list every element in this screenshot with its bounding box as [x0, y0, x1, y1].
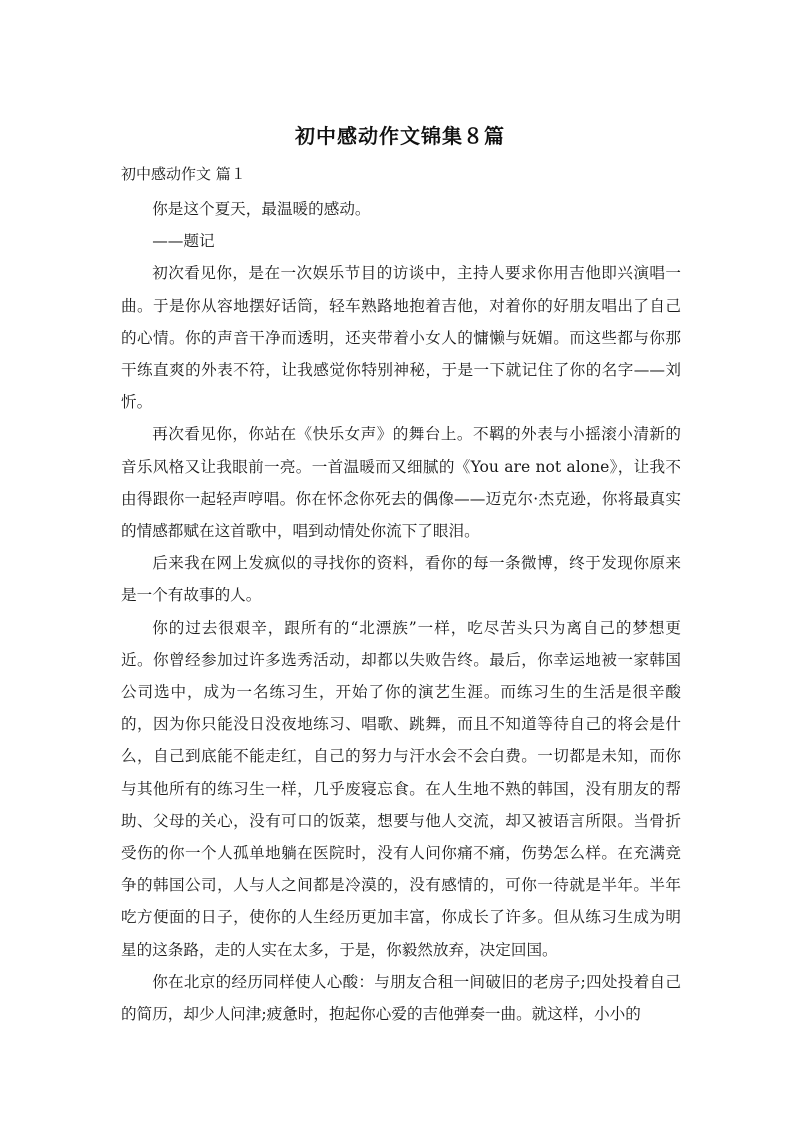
- paragraph: 再次看见你，你站在《快乐女声》的舞台上。不羁的外表与小摇滚小清新的音乐风格又让我眼前一亮。一首温暖而又细腻的《You are not alone》，让我不由得跟你一起轻声哼唱。你在怀念你死去的偶像——迈克尔·杰克逊，你将最真实的情感都赋在这首歌中，唱到动情处你流下了眼泪。: [121, 425, 681, 541]
- document-title: 初中感动作文锦集８篇: [295, 124, 505, 148]
- paragraph: 你的过去很艰辛，跟所有的“北漂族”一样，吃尽苦头只为离自己的梦想更近。你曾经参加过许多选秀活动，却都以失败告终。最后，你幸运地被一家韩国公司选中，成为一名练习生，开始了你的演艺生涯。而练习生的生活是很辛酸的，因为你只能没日没夜地练习、唱歌、跳舞，而且不知道等待自己的将会是什么，自己到底能不能走红，自己的努力与汗水会不会白费。一切都是未知，而你与其他所有的练习生一样，几乎废寝忘食。在人生地不熟的韩国，没有朋友的帮助、父母的关心，没有可口的饭菜，想要与他人交流，却又被语言所限。当骨折受伤的你一个人孤单地躺在医院时，没有人问你痛不痛，伤势怎么样。在充满竞争的韩国公司，人与人之间都是冷漠的，没有感情的，可你一待就是半年。半年吃方便面的日子，使你的人生经历更加丰富，你成长了许多。但从练习生成为明星的这条路，走的人实在太多，于是，你毅然放弃，决定回国。: [121, 618, 681, 959]
- paragraph: 你在北京的经历同样使人心酸：与朋友合租一间破旧的老房子;四处投着自己的简历，却少人问津;疲惫时，抱起你心爱的吉他弹奏一曲。就这样，小小的: [121, 972, 681, 1024]
- paragraph: 后来我在网上发疯似的寻找你的资料，看你的每一条微博，终于发现你原来是一个有故事的人。: [121, 554, 681, 605]
- section-heading: 初中感动作文 篇１: [121, 165, 246, 183]
- paragraph: 你是这个夏天，最温暖的感动。: [152, 200, 371, 218]
- article-body: [121, 193, 681, 1030]
- paragraph: ——题记: [152, 232, 215, 251]
- paragraph: 初次看见你，是在一次娱乐节目的访谈中，主持人要求你用吉他即兴演唱一曲。于是你从容地摆好话筒，轻车熟路地抱着吉他，对着你的好朋友唱出了自己的心情。你的声音干净而透明，还夹带着小女人的慵懒与妩媚。而这些都与你那干练直爽的外表不符，让我感觉你特别神秘，于是一下就记住了你的名字——刘忻。: [121, 264, 681, 412]
